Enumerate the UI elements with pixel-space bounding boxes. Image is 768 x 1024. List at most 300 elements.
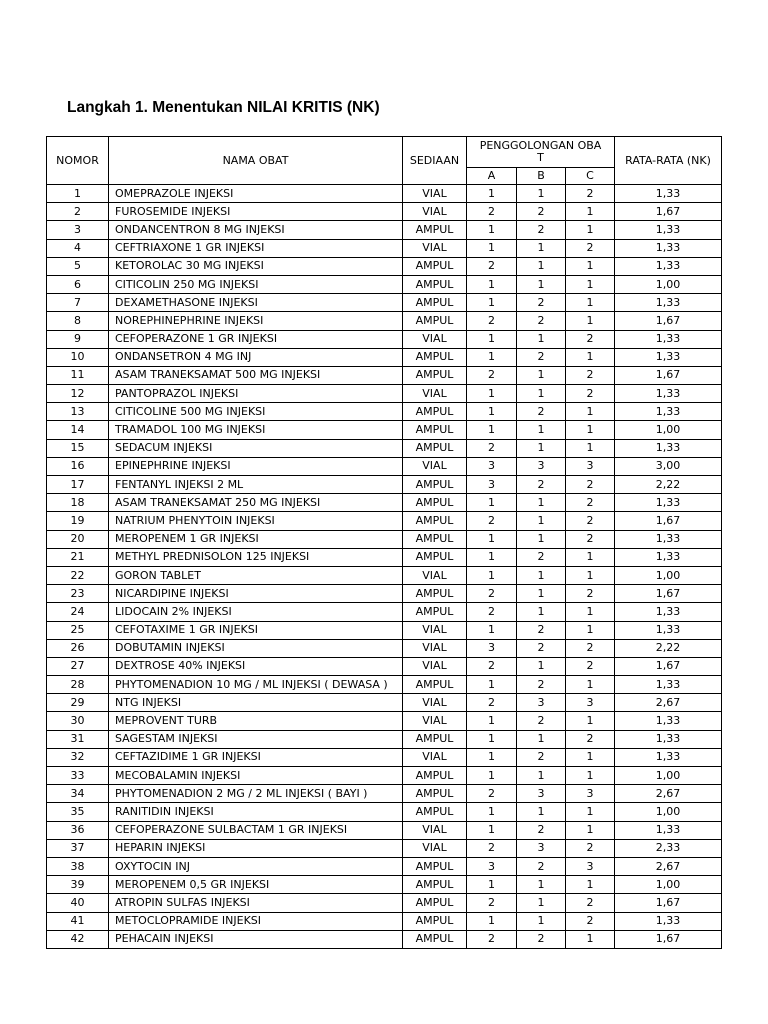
row-number: 6	[47, 275, 109, 293]
table-row	[47, 694, 722, 712]
preparation: AMPUL	[403, 676, 467, 694]
drug-name: FUROSEMIDE INJEKSI	[109, 203, 403, 221]
class-c: 2	[566, 639, 615, 657]
table-row	[47, 912, 722, 930]
class-b: 3	[517, 785, 566, 803]
class-b: 1	[517, 566, 566, 584]
class-b: 1	[517, 803, 566, 821]
table-row	[47, 275, 722, 293]
preparation: AMPUL	[403, 803, 467, 821]
table-row	[47, 785, 722, 803]
drug-name: HEPARIN INJEKSI	[109, 839, 403, 857]
row-number: 32	[47, 748, 109, 766]
class-c: 1	[566, 876, 615, 894]
class-a: 2	[467, 785, 517, 803]
table-row	[47, 676, 722, 694]
preparation: AMPUL	[403, 767, 467, 785]
class-b: 1	[517, 239, 566, 257]
class-a: 2	[467, 839, 517, 857]
class-c: 1	[566, 621, 615, 639]
class-c: 3	[566, 857, 615, 875]
table-row	[47, 330, 722, 348]
drug-name: SAGESTAM INJEKSI	[109, 730, 403, 748]
preparation: VIAL	[403, 839, 467, 857]
drug-name: ONDANCENTRON 8 MG INJEKSI	[109, 221, 403, 239]
table-row	[47, 476, 722, 494]
class-a: 3	[467, 476, 517, 494]
class-c: 1	[566, 603, 615, 621]
preparation: AMPUL	[403, 421, 467, 439]
header-rata-rata: RATA-RATA (NK)	[615, 137, 722, 185]
header-nomor: NOMOR	[47, 137, 109, 185]
drug-name: CEFTAZIDIME 1 GR INJEKSI	[109, 748, 403, 766]
average-nk: 1,67	[615, 312, 722, 330]
class-b: 1	[517, 385, 566, 403]
class-a: 3	[467, 857, 517, 875]
drug-name: MEPROVENT TURB	[109, 712, 403, 730]
table-row	[47, 730, 722, 748]
drug-name: DEXAMETHASONE INJEKSI	[109, 294, 403, 312]
row-number: 4	[47, 239, 109, 257]
class-b: 2	[517, 221, 566, 239]
preparation: AMPUL	[403, 476, 467, 494]
preparation: VIAL	[403, 385, 467, 403]
class-c: 1	[566, 348, 615, 366]
class-b: 3	[517, 694, 566, 712]
class-a: 2	[467, 585, 517, 603]
table-row	[47, 894, 722, 912]
class-a: 1	[467, 294, 517, 312]
average-nk: 3,00	[615, 457, 722, 475]
class-b: 2	[517, 203, 566, 221]
critical-value-table	[46, 136, 722, 949]
average-nk: 2,67	[615, 694, 722, 712]
row-number: 42	[47, 930, 109, 948]
average-nk: 1,33	[615, 821, 722, 839]
class-a: 2	[467, 512, 517, 530]
table-row	[47, 712, 722, 730]
class-c: 1	[566, 548, 615, 566]
class-c: 2	[566, 476, 615, 494]
class-a: 2	[467, 930, 517, 948]
table-row	[47, 639, 722, 657]
drug-name: PANTOPRAZOL INJEKSI	[109, 385, 403, 403]
preparation: AMPUL	[403, 348, 467, 366]
class-a: 1	[467, 767, 517, 785]
class-a: 1	[467, 566, 517, 584]
preparation: AMPUL	[403, 603, 467, 621]
drug-name: METOCLOPRAMIDE INJEKSI	[109, 912, 403, 930]
drug-name: LIDOCAIN 2% INJEKSI	[109, 603, 403, 621]
class-a: 2	[467, 603, 517, 621]
class-c: 1	[566, 930, 615, 948]
drug-name: NICARDIPINE INJEKSI	[109, 585, 403, 603]
table-row	[47, 803, 722, 821]
preparation: VIAL	[403, 239, 467, 257]
class-b: 1	[517, 185, 566, 203]
row-number: 26	[47, 639, 109, 657]
class-c: 1	[566, 566, 615, 584]
preparation: VIAL	[403, 330, 467, 348]
table-row	[47, 585, 722, 603]
drug-name: PHYTOMENADION 10 MG / ML INJEKSI ( DEWASA )	[109, 676, 403, 694]
row-number: 5	[47, 257, 109, 275]
row-number: 29	[47, 694, 109, 712]
table-row	[47, 621, 722, 639]
average-nk: 1,33	[615, 439, 722, 457]
average-nk: 1,67	[615, 894, 722, 912]
drug-name: RANITIDIN INJEKSI	[109, 803, 403, 821]
preparation: VIAL	[403, 657, 467, 675]
row-number: 16	[47, 457, 109, 475]
preparation: AMPUL	[403, 221, 467, 239]
class-c: 2	[566, 839, 615, 857]
table-row	[47, 294, 722, 312]
class-b: 2	[517, 621, 566, 639]
drug-name: PHYTOMENADION 2 MG / 2 ML INJEKSI ( BAYI )	[109, 785, 403, 803]
header-penggolongan: PENGGOLONGAN OBAT	[467, 137, 615, 168]
row-number: 14	[47, 421, 109, 439]
drug-name: NOREPHINEPHRINE INJEKSI	[109, 312, 403, 330]
row-number: 10	[47, 348, 109, 366]
drug-name: SEDACUM INJEKSI	[109, 439, 403, 457]
table-header	[47, 137, 722, 185]
average-nk: 1,33	[615, 385, 722, 403]
row-number: 8	[47, 312, 109, 330]
class-c: 1	[566, 767, 615, 785]
drug-name: ASAM TRANEKSAMAT 250 MG INJEKSI	[109, 494, 403, 512]
row-number: 19	[47, 512, 109, 530]
drug-name: PEHACAIN INJEKSI	[109, 930, 403, 948]
table-row	[47, 839, 722, 857]
drug-name: ASAM TRANEKSAMAT 500 MG INJEKSI	[109, 366, 403, 384]
class-c: 2	[566, 894, 615, 912]
class-a: 1	[467, 385, 517, 403]
table-row	[47, 239, 722, 257]
average-nk: 2,22	[615, 476, 722, 494]
class-a: 1	[467, 403, 517, 421]
class-c: 2	[566, 730, 615, 748]
average-nk: 1,33	[615, 712, 722, 730]
table-row	[47, 185, 722, 203]
drug-name: NATRIUM PHENYTOIN INJEKSI	[109, 512, 403, 530]
class-a: 1	[467, 275, 517, 293]
average-nk: 1,33	[615, 185, 722, 203]
class-c: 1	[566, 221, 615, 239]
average-nk: 1,33	[615, 912, 722, 930]
class-a: 2	[467, 439, 517, 457]
average-nk: 1,67	[615, 585, 722, 603]
class-b: 2	[517, 857, 566, 875]
average-nk: 1,33	[615, 730, 722, 748]
class-c: 2	[566, 657, 615, 675]
average-nk: 1,33	[615, 221, 722, 239]
preparation: VIAL	[403, 821, 467, 839]
class-a: 1	[467, 239, 517, 257]
table-row	[47, 857, 722, 875]
drug-name: CEFOTAXIME 1 GR INJEKSI	[109, 621, 403, 639]
average-nk: 1,33	[615, 530, 722, 548]
drug-name: CEFOPERAZONE 1 GR INJEKSI	[109, 330, 403, 348]
class-b: 1	[517, 512, 566, 530]
class-a: 1	[467, 876, 517, 894]
class-b: 2	[517, 712, 566, 730]
average-nk: 1,00	[615, 421, 722, 439]
class-b: 2	[517, 676, 566, 694]
table-row	[47, 876, 722, 894]
table-row	[47, 566, 722, 584]
class-b: 1	[517, 421, 566, 439]
preparation: AMPUL	[403, 930, 467, 948]
preparation: VIAL	[403, 185, 467, 203]
table-row	[47, 348, 722, 366]
class-a: 1	[467, 821, 517, 839]
header-col-c: C	[566, 168, 615, 185]
class-a: 1	[467, 221, 517, 239]
table-row	[47, 457, 722, 475]
average-nk: 1,33	[615, 330, 722, 348]
row-number: 1	[47, 185, 109, 203]
average-nk: 1,33	[615, 621, 722, 639]
header-col-b: B	[517, 168, 566, 185]
class-a: 1	[467, 912, 517, 930]
table-row	[47, 767, 722, 785]
class-a: 1	[467, 676, 517, 694]
drug-name: FENTANYL INJEKSI 2 ML	[109, 476, 403, 494]
drug-name: KETOROLAC 30 MG INJEKSI	[109, 257, 403, 275]
class-b: 2	[517, 748, 566, 766]
row-number: 38	[47, 857, 109, 875]
average-nk: 1,67	[615, 203, 722, 221]
class-c: 3	[566, 694, 615, 712]
row-number: 3	[47, 221, 109, 239]
average-nk: 1,67	[615, 366, 722, 384]
table-row	[47, 366, 722, 384]
class-c: 1	[566, 421, 615, 439]
class-a: 1	[467, 803, 517, 821]
preparation: AMPUL	[403, 876, 467, 894]
class-c: 3	[566, 457, 615, 475]
class-a: 1	[467, 730, 517, 748]
average-nk: 2,33	[615, 839, 722, 857]
class-a: 1	[467, 185, 517, 203]
drug-name: EPINEPHRINE INJEKSI	[109, 457, 403, 475]
class-b: 2	[517, 348, 566, 366]
drug-name: MECOBALAMIN INJEKSI	[109, 767, 403, 785]
drug-name: GORON TABLET	[109, 566, 403, 584]
average-nk: 1,33	[615, 239, 722, 257]
table-row	[47, 385, 722, 403]
drug-name: CEFTRIAXONE 1 GR INJEKSI	[109, 239, 403, 257]
average-nk: 1,33	[615, 548, 722, 566]
class-b: 2	[517, 930, 566, 948]
average-nk: 1,33	[615, 294, 722, 312]
average-nk: 1,00	[615, 876, 722, 894]
class-c: 2	[566, 585, 615, 603]
class-c: 2	[566, 530, 615, 548]
table-row	[47, 603, 722, 621]
row-number: 21	[47, 548, 109, 566]
class-b: 3	[517, 839, 566, 857]
class-a: 1	[467, 712, 517, 730]
class-c: 1	[566, 676, 615, 694]
average-nk: 1,00	[615, 767, 722, 785]
row-number: 39	[47, 876, 109, 894]
header-sediaan: SEDIAAN	[403, 137, 467, 185]
row-number: 25	[47, 621, 109, 639]
class-a: 2	[467, 366, 517, 384]
class-c: 2	[566, 494, 615, 512]
preparation: AMPUL	[403, 857, 467, 875]
average-nk: 1,67	[615, 512, 722, 530]
class-c: 1	[566, 439, 615, 457]
table-row	[47, 421, 722, 439]
drug-name: MEROPENEM 1 GR INJEKSI	[109, 530, 403, 548]
drug-name: NTG INJEKSI	[109, 694, 403, 712]
table-row	[47, 657, 722, 675]
preparation: VIAL	[403, 203, 467, 221]
class-b: 1	[517, 894, 566, 912]
row-number: 28	[47, 676, 109, 694]
class-a: 2	[467, 257, 517, 275]
preparation: AMPUL	[403, 294, 467, 312]
preparation: AMPUL	[403, 257, 467, 275]
average-nk: 1,00	[615, 275, 722, 293]
average-nk: 1,00	[615, 803, 722, 821]
drug-name: OXYTOCIN INJ	[109, 857, 403, 875]
table-row	[47, 203, 722, 221]
class-a: 2	[467, 894, 517, 912]
class-b: 2	[517, 312, 566, 330]
drug-name: MEROPENEM 0,5 GR INJEKSI	[109, 876, 403, 894]
class-a: 2	[467, 312, 517, 330]
table-row	[47, 221, 722, 239]
class-b: 1	[517, 366, 566, 384]
preparation: AMPUL	[403, 730, 467, 748]
class-a: 1	[467, 494, 517, 512]
row-number: 22	[47, 566, 109, 584]
class-c: 1	[566, 257, 615, 275]
preparation: VIAL	[403, 639, 467, 657]
table-row	[47, 530, 722, 548]
preparation: AMPUL	[403, 512, 467, 530]
preparation: VIAL	[403, 712, 467, 730]
class-c: 1	[566, 821, 615, 839]
class-b: 3	[517, 457, 566, 475]
table-row	[47, 512, 722, 530]
drug-name: CEFOPERAZONE SULBACTAM 1 GR INJEKSI	[109, 821, 403, 839]
class-c: 2	[566, 330, 615, 348]
class-c: 1	[566, 294, 615, 312]
row-number: 31	[47, 730, 109, 748]
preparation: AMPUL	[403, 785, 467, 803]
class-b: 2	[517, 294, 566, 312]
class-b: 1	[517, 439, 566, 457]
class-c: 1	[566, 275, 615, 293]
preparation: VIAL	[403, 748, 467, 766]
class-b: 1	[517, 767, 566, 785]
preparation: AMPUL	[403, 530, 467, 548]
row-number: 20	[47, 530, 109, 548]
row-number: 24	[47, 603, 109, 621]
row-number: 35	[47, 803, 109, 821]
table-row	[47, 312, 722, 330]
class-c: 1	[566, 712, 615, 730]
class-a: 1	[467, 330, 517, 348]
preparation: VIAL	[403, 621, 467, 639]
class-c: 1	[566, 203, 615, 221]
table-row	[47, 439, 722, 457]
row-number: 40	[47, 894, 109, 912]
row-number: 41	[47, 912, 109, 930]
row-number: 34	[47, 785, 109, 803]
average-nk: 1,33	[615, 494, 722, 512]
class-b: 1	[517, 530, 566, 548]
class-b: 1	[517, 257, 566, 275]
class-b: 1	[517, 275, 566, 293]
preparation: AMPUL	[403, 366, 467, 384]
table-row	[47, 257, 722, 275]
average-nk: 1,00	[615, 566, 722, 584]
average-nk: 2,22	[615, 639, 722, 657]
drug-name: ATROPIN SULFAS INJEKSI	[109, 894, 403, 912]
drug-name: CITICOLINE 500 MG INJEKSI	[109, 403, 403, 421]
class-a: 3	[467, 639, 517, 657]
preparation: AMPUL	[403, 912, 467, 930]
row-number: 2	[47, 203, 109, 221]
preparation: VIAL	[403, 457, 467, 475]
class-c: 3	[566, 785, 615, 803]
class-a: 2	[467, 203, 517, 221]
class-a: 2	[467, 657, 517, 675]
class-a: 1	[467, 348, 517, 366]
average-nk: 1,33	[615, 748, 722, 766]
table-row	[47, 494, 722, 512]
drug-name: OMEPRAZOLE INJEKSI	[109, 185, 403, 203]
class-a: 1	[467, 530, 517, 548]
preparation: AMPUL	[403, 275, 467, 293]
class-b: 2	[517, 821, 566, 839]
average-nk: 1,33	[615, 403, 722, 421]
drug-name: METHYL PREDNISOLON 125 INJEKSI	[109, 548, 403, 566]
preparation: AMPUL	[403, 494, 467, 512]
row-number: 13	[47, 403, 109, 421]
class-c: 2	[566, 912, 615, 930]
row-number: 11	[47, 366, 109, 384]
class-c: 2	[566, 512, 615, 530]
class-a: 2	[467, 694, 517, 712]
row-number: 37	[47, 839, 109, 857]
row-number: 7	[47, 294, 109, 312]
class-c: 1	[566, 403, 615, 421]
class-b: 2	[517, 548, 566, 566]
preparation: VIAL	[403, 566, 467, 584]
row-number: 18	[47, 494, 109, 512]
class-b: 1	[517, 330, 566, 348]
class-c: 1	[566, 312, 615, 330]
average-nk: 1,67	[615, 930, 722, 948]
row-number: 27	[47, 657, 109, 675]
class-b: 2	[517, 403, 566, 421]
average-nk: 1,33	[615, 348, 722, 366]
average-nk: 2,67	[615, 857, 722, 875]
row-number: 9	[47, 330, 109, 348]
average-nk: 1,33	[615, 257, 722, 275]
class-b: 1	[517, 912, 566, 930]
class-b: 1	[517, 730, 566, 748]
preparation: AMPUL	[403, 312, 467, 330]
header-nama-obat: NAMA OBAT	[109, 137, 403, 185]
